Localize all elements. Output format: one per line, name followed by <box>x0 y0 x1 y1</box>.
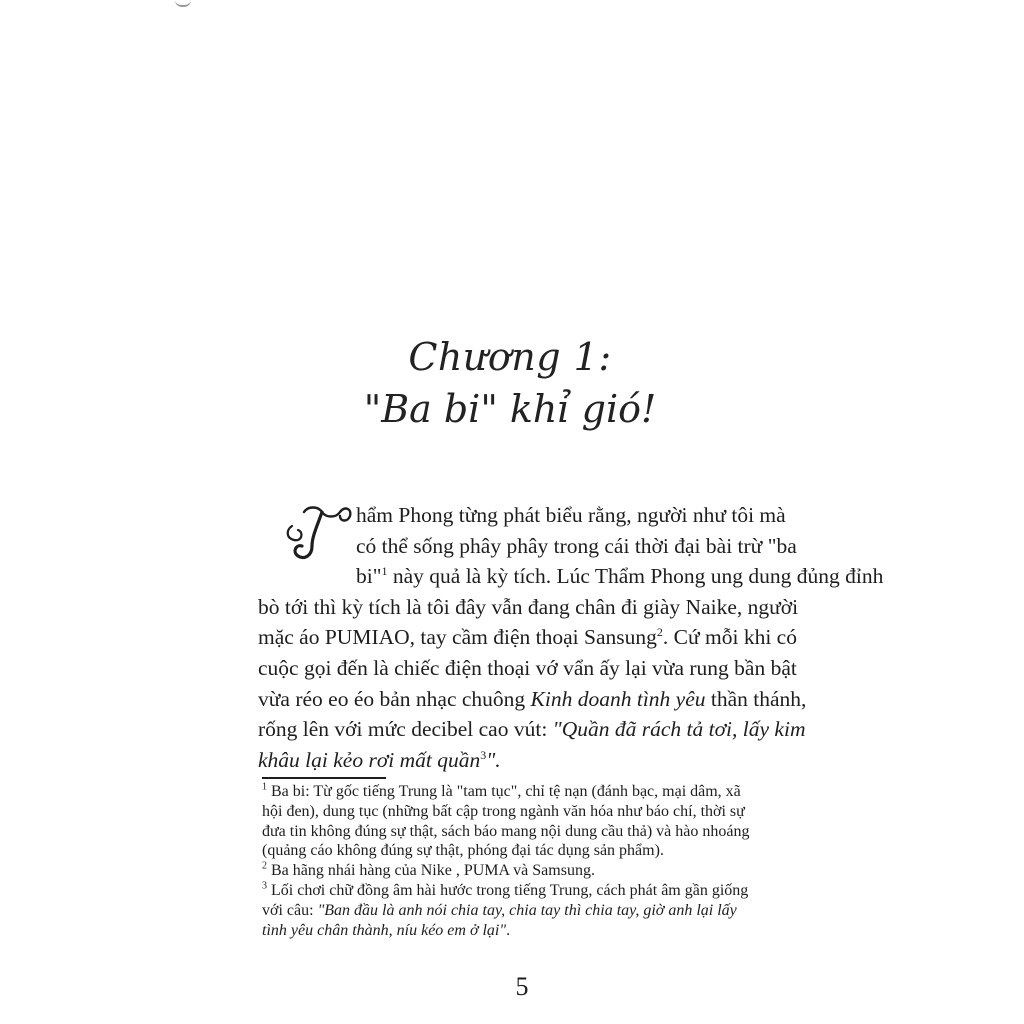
body-line: bi"$^1$ này quả là kỳ tích. Lúc Thẩm Phong ung dung đủng đỉnh <box>356 564 884 589</box>
body-line: vừa réo eo éo bản nhạc chuông Kinh doanh tình yêu thần thánh, <box>258 686 807 711</box>
footnote-2: $^2$ Ba hãng nhái hàng của Nike , PUMA và Samsung. <box>262 860 595 880</box>
footnote-number: 3 <box>262 880 267 892</box>
drop-cap <box>282 504 354 562</box>
body-text <box>258 500 884 775</box>
lyric-quote: "Quần đã rách tả tơi, lấy kim <box>552 717 806 742</box>
chapter-number: Chương 1: <box>408 335 612 379</box>
body-line: có thể sống phây phây trong cái thời đại bài trừ "ba <box>356 533 797 558</box>
drop-cap-t-icon <box>282 504 354 562</box>
chapter-title: "Ba bi" khỉ gió! <box>363 387 657 431</box>
footnote-ref: 1 <box>381 564 388 579</box>
body-line: bò tới thì kỳ tích là tôi đây vẫn đang chân đi giày Naike, người <box>258 594 799 619</box>
song-title: Kinh doanh tình yêu <box>530 686 706 711</box>
footnote-number: 2 <box>262 860 267 872</box>
body-line: rống lên với mức decibel cao vút: "Quần đã rách tả tơi, lấy kim <box>258 717 806 742</box>
footnote-ref: 3 <box>480 747 487 762</box>
footnotes <box>262 782 792 940</box>
footnote-3: $^3$ Lối chơi chữ đồng âm hài hước trong tiếng Trung, cách phát âm gần giống với câu: "Ban đầu là anh nói chia tay, chia tay thì chia tay, giờ anh lại lấy tình yêu chân thành, níu kéo em ở lại". <box>262 880 749 939</box>
footnote-number: 1 <box>262 781 267 793</box>
lyric-quote: khâu lại kẻo rơi mất quần <box>258 747 481 772</box>
page-number: 5 <box>515 972 529 1001</box>
footnote-1: $^1$ Ba bi: Từ gốc tiếng Trung là "tam tục", chỉ tệ nạn (đánh bạc, mại dâm, xã hội đen), dung tục (những bất cập trong ngành văn hóa như báo chí, thời sự đưa tin không đúng sự thật, sách báo mang nội dung cầu thả) và hào nhoáng (quảng cáo không đúng sự thật, phóng đại tác dụng sản phẩm). <box>262 781 750 860</box>
body-line: cuộc gọi đến là chiếc điện thoại vớ vẩn ấy lại vừa rung bần bật <box>258 655 797 680</box>
body-line: khâu lại kẻo rơi mất quần$^3$". <box>258 747 501 772</box>
footnote-divider <box>262 777 386 779</box>
body-line: mặc áo PUMIAO, tay cầm điện thoại Sansung$^2$. Cứ mỗi khi có <box>258 625 797 650</box>
body-line: hẩm Phong từng phát biểu rằng, người như tôi mà <box>356 503 786 527</box>
scan-mark <box>175 0 191 7</box>
footnote-ref: 2 <box>656 625 663 640</box>
